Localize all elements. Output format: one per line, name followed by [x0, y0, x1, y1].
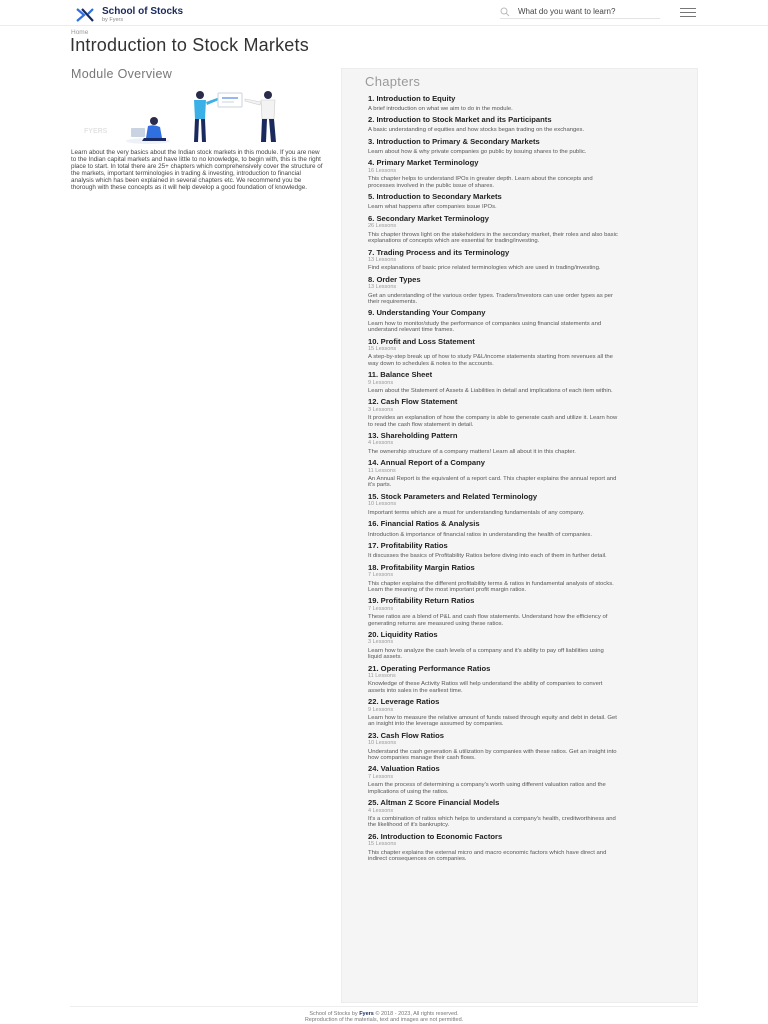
chapter-item[interactable] — [368, 249, 618, 272]
chapter-item[interactable] — [368, 665, 618, 695]
fyers-watermark: FYERS — [84, 128, 108, 135]
chapter-lesson-count: 7 Lessons — [368, 773, 394, 780]
chapter-description: Knowledge of these Activity Ratios will help understand the ability of companies to convert assets into sales in the earliest time. — [368, 681, 603, 694]
chapter-description: These ratios are a blend of P&L and cash flow statements. Understand how the efficiency of generating returns are measured using these ratios. — [368, 614, 608, 627]
chapter-item[interactable] — [368, 276, 618, 306]
fyers-logo-icon — [76, 8, 94, 22]
chapter-title-link[interactable]: 13. Shareholding Pattern — [368, 431, 458, 441]
chapter-item[interactable] — [368, 542, 618, 560]
chapter-lesson-count: 15 Lessons — [368, 345, 397, 352]
chapter-lesson-count: 16 Lessons — [368, 167, 397, 174]
chapter-title-link[interactable]: 22. Leverage Ratios — [368, 697, 440, 707]
chapter-title-link[interactable]: 11. Balance Sheet — [368, 370, 433, 380]
chapter-title-link[interactable]: 20. Liquidity Ratios — [368, 629, 438, 639]
footer-prefix: School of Stocks by — [309, 1011, 360, 1017]
module-overview-heading: Module Overview — [71, 67, 173, 81]
chapter-description: A basic understanding of equities and how stocks began trading on the exchanges. — [368, 127, 585, 134]
chapter-title-link[interactable]: 6. Secondary Market Terminology — [368, 213, 489, 223]
breadcrumb-home[interactable]: Home — [71, 29, 89, 36]
chapter-item[interactable] — [368, 95, 618, 113]
chapter-description: It's a combination of ratios which helps to understand a company's health, creditworthiness and the likelihood of it's bankruptcy. — [368, 815, 616, 829]
chapter-item[interactable] — [368, 833, 618, 863]
search-icon[interactable] — [500, 7, 510, 17]
chapter-description: This chapter explains the different profitability terms & ratios in fundamental analysis of stocks. Learn the meaning of the most important profit margin ratios. — [368, 580, 614, 593]
page-title: Introduction to Stock Markets — [70, 35, 309, 55]
chapter-item[interactable] — [368, 116, 618, 134]
search-input[interactable] — [518, 7, 653, 16]
chapter-item[interactable] — [368, 520, 618, 538]
chapter-item[interactable] — [368, 398, 618, 428]
chapter-lesson-count: 26 Lessons — [368, 223, 397, 230]
chapter-description: Learn the process of determining a company's worth using different valuation ratios and the implications of using the ratios. — [368, 782, 606, 795]
chapter-lesson-count: 4 Lessons — [368, 440, 394, 447]
chapter-lesson-count: 10 Lessons — [368, 501, 397, 508]
chapter-title-link[interactable]: 1. Introduction to Equity — [368, 94, 456, 103]
brand-subtitle: by Fyers — [102, 17, 124, 23]
chapter-lesson-count: 3 Lessons — [368, 406, 394, 413]
chapter-item[interactable] — [368, 631, 618, 661]
chapter-item[interactable] — [368, 159, 618, 189]
search-bar — [500, 5, 660, 19]
chapter-title-link[interactable]: 19. Profitability Return Ratios — [368, 596, 475, 606]
chapter-description: This chapter helps to understand IPOs in greater depth. Learn about the concepts and processes involved in the public issue of shares. — [368, 176, 593, 189]
chapter-title-link[interactable]: 23. Cash Flow Ratios — [368, 730, 444, 740]
chapter-lesson-count: 7 Lessons — [368, 572, 394, 579]
chapter-title-link[interactable]: 7. Trading Process and its Terminology — [368, 247, 510, 257]
chapter-description: It provides an explanation of how the company is able to generate cash and utilize it. Learn how to read the cash flow statement in detail. — [368, 415, 618, 428]
chapter-title-link[interactable]: 3. Introduction to Primary & Secondary Markets — [368, 136, 540, 146]
chapter-title-link[interactable]: 2. Introduction to Stock Market and its Participants — [368, 114, 552, 124]
chapter-item[interactable] — [368, 193, 618, 211]
chapter-title-link[interactable]: 26. Introduction to Economic Factors — [368, 831, 503, 841]
chapter-item[interactable] — [368, 698, 618, 728]
chapters-list — [368, 95, 618, 866]
chapter-description: An Annual Report is the equivalent of a report card. This chapter explains the annual report and it's parts. — [368, 476, 617, 489]
module-overview-text: Learn about the very basics about the Indian stock markets in this module. If you are new to the Indian capital markets and have little to no knowledge, to begin with, this is the right place to start. In total there are 25+ chapters which comprehensively cover the structure of the markets, important terminologies in trading & investing, introduction to financial analysis which has been explained in several chapters etc. We recommend you be thorough with these concepts as it will help develop a good foundation of knowledge. — [71, 149, 323, 192]
chapters-panel — [341, 68, 698, 1003]
chapter-title-link[interactable]: 14. Annual Report of a Company — [368, 458, 486, 468]
chapter-lesson-count: 4 Lessons — [368, 807, 394, 814]
chapter-lesson-count: 13 Lessons — [368, 256, 397, 263]
chapter-description: Learn what happens after companies issue IPOs. — [368, 204, 497, 211]
chapter-title-link[interactable]: 15. Stock Parameters and Related Terminology — [368, 491, 538, 501]
chapter-title-link[interactable]: 17. Profitability Ratios — [368, 540, 448, 550]
site-footer — [0, 1011, 768, 1024]
chapter-title-link[interactable]: 5. Introduction to Secondary Markets — [368, 192, 502, 202]
footer-suffix: © 2018 - 2023, All rights reserved. — [373, 1011, 459, 1017]
chapter-title-link[interactable]: 21. Operating Performance Ratios — [368, 663, 491, 673]
chapter-lesson-count: 13 Lessons — [368, 284, 397, 291]
chapter-item[interactable] — [368, 309, 618, 333]
chapter-title-link[interactable]: 24. Valuation Ratios — [368, 764, 440, 774]
chapter-title-link[interactable]: 10. Profit and Loss Statement — [368, 336, 475, 346]
footer-disclaimer: Reproduction of the materials, text and images are not permitted. — [304, 1017, 464, 1024]
chapter-description: Find explanations of basic price related terminologies which are used in trading/investing. — [368, 265, 601, 272]
chapter-title-link[interactable]: 18. Profitability Margin Ratios — [368, 562, 475, 572]
footer-brand-link[interactable]: Fyers — [359, 1011, 374, 1017]
chapter-item[interactable] — [368, 493, 618, 516]
chapter-description: Learn about how & why private companies go public by issuing shares to the public. — [368, 149, 587, 156]
chapter-lesson-count: 9 Lessons — [368, 379, 394, 386]
chapter-item[interactable] — [368, 799, 618, 829]
chapter-item[interactable] — [368, 765, 618, 795]
chapter-description: A brief introduction on what we aim to do in the module. — [368, 106, 513, 113]
chapter-item[interactable] — [368, 338, 618, 368]
chapters-heading: Chapters — [365, 74, 421, 89]
chapter-description: Understand the cash generation & utilization by companies with these ratios. Get an insight into how companies manage their cash flows. — [368, 748, 617, 762]
chapter-lesson-count: 10 Lessons — [368, 740, 397, 747]
top-navigation-bar — [0, 0, 768, 26]
chapter-title-link[interactable]: 9. Understanding Your Company — [368, 308, 486, 318]
chapter-description: This chapter throws light on the stakeholders in the secondary market, their roles and also basic explanations of concepts which are essential for trading/investing. — [368, 231, 618, 245]
chapter-item[interactable] — [368, 215, 618, 245]
chapter-title-link[interactable]: 8. Order Types — [368, 274, 421, 284]
chapter-item[interactable] — [368, 732, 618, 762]
chapter-description: Learn how to analyze the cash levels of a company and it's ability to pay off liabilities using liquid assets. — [368, 647, 604, 661]
chapter-description: A step-by-step break up of how to study P&L/income statements starting from revenues all the way down to schedules & notes to the accounts. — [368, 354, 613, 367]
module-illustration — [82, 87, 294, 145]
chapter-description: Get an understanding of the various order types. Traders/Investors can use order types as per their requirements. — [368, 292, 613, 305]
chapter-item[interactable] — [368, 371, 618, 394]
chapter-item[interactable] — [368, 597, 618, 627]
chapter-lesson-count: 9 Lessons — [368, 706, 394, 713]
chapter-title-link[interactable]: 12. Cash Flow Statement — [368, 397, 458, 407]
chapter-description: Introduction & importance of financial ratios in understanding the health of companies. — [368, 531, 592, 538]
brand-text — [102, 7, 183, 24]
chapter-title-link[interactable]: 4. Primary Market Terminology — [368, 158, 479, 168]
chapter-description: The ownership structure of a company matters! Learn all about it in this chapter. — [368, 448, 576, 455]
chapter-description: It discusses the basics of Profitability Ratios before diving into each of them in further detail. — [368, 553, 607, 560]
brand-name: School of Stocks — [102, 6, 184, 17]
chapter-item[interactable] — [368, 459, 618, 489]
footer-divider — [70, 1006, 698, 1007]
hamburger-menu-icon[interactable] — [680, 8, 696, 18]
chapter-title-link[interactable]: 16. Financial Ratios & Analysis — [368, 519, 480, 529]
chapter-lesson-count: 3 Lessons — [368, 639, 394, 646]
site-logo[interactable] — [76, 7, 183, 24]
chapter-lesson-count: 7 Lessons — [368, 605, 394, 612]
chapter-description: Important terms which are a must for understanding fundamentals of any company. — [368, 509, 585, 516]
chapter-item[interactable] — [368, 138, 618, 156]
chapter-title-link[interactable]: 25. Altman Z Score Financial Models — [368, 798, 500, 808]
chapter-item[interactable] — [368, 432, 618, 455]
chapter-lesson-count: 15 Lessons — [368, 841, 397, 848]
chapter-lesson-count: 11 Lessons — [368, 673, 396, 679]
chapter-lesson-count: 11 Lessons — [368, 467, 396, 474]
chapter-description: Learn about the Statement of Assets & Liabilities in detail and implications of each item within. — [368, 388, 613, 394]
chapter-item[interactable] — [368, 564, 618, 594]
chapter-description: Learn how to measure the relative amount of funds raised through equity and debt in detail. Get an insight into the leverage assumed by companies. — [368, 715, 617, 728]
chapter-description: This chapter explains the external micro and macro economic factors which have direct and indirect consequences on companies. — [368, 849, 607, 862]
chapter-description: Learn how to monitor/study the performance of companies using financial statements and understand relevant time frames. — [368, 320, 602, 334]
